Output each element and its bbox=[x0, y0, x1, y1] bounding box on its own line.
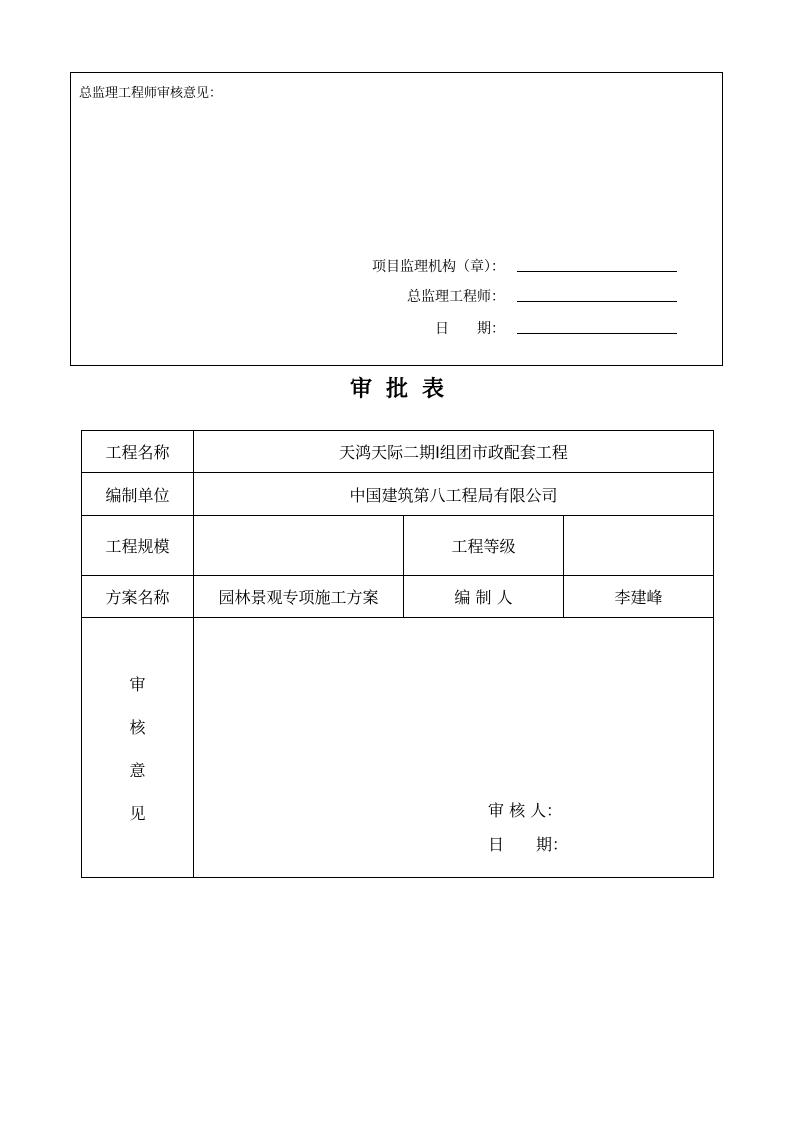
chief-engineer-line bbox=[517, 301, 677, 302]
reviewer-label: 审 核 人： bbox=[488, 801, 563, 820]
supervision-org-line bbox=[517, 271, 677, 272]
project-name-label: 工程名称 bbox=[82, 431, 194, 473]
review-opinion-label-cell bbox=[82, 618, 194, 878]
review-opinion-char: 意 bbox=[129, 760, 146, 780]
table-row bbox=[82, 516, 714, 576]
project-name-value: 天鸿天际二期Ⅰ组团市政配套工程 bbox=[194, 431, 714, 473]
review-opinion-content bbox=[194, 618, 714, 878]
project-grade-value bbox=[564, 516, 714, 576]
date-line bbox=[517, 333, 677, 334]
compiler-label: 编 制 人 bbox=[404, 576, 564, 618]
table-row bbox=[82, 618, 714, 878]
project-grade-label: 工程等级 bbox=[404, 516, 564, 576]
review-opinion-vertical-label bbox=[82, 672, 193, 824]
review-opinion-char: 见 bbox=[129, 803, 146, 823]
signature-row-chief-engineer bbox=[277, 286, 677, 306]
plan-name-value: 园林景观专项施工方案 bbox=[194, 576, 404, 618]
compiler-value: 李建峰 bbox=[564, 576, 714, 618]
chief-engineer-label: 总监理工程师： bbox=[407, 289, 505, 305]
project-scale-label: 工程规模 bbox=[82, 516, 194, 576]
reviewer-signature-block bbox=[488, 798, 568, 866]
supervision-org-label: 项目监理机构（章）： bbox=[372, 259, 505, 275]
review-opinion-char: 审 bbox=[129, 674, 146, 694]
project-scale-value bbox=[194, 516, 404, 576]
signature-row-date bbox=[277, 318, 677, 338]
prepared-by-unit-value: 中国建筑第八工程局有限公司 bbox=[194, 473, 714, 516]
table-row bbox=[82, 431, 714, 473]
signature-row-supervision-org bbox=[277, 256, 677, 276]
table-row bbox=[82, 473, 714, 516]
review-date-label: 日 期： bbox=[488, 835, 569, 854]
supervisor-opinion-box bbox=[70, 72, 723, 366]
approval-table bbox=[81, 430, 714, 878]
plan-name-label: 方案名称 bbox=[82, 576, 194, 618]
date-label: 日 期： bbox=[435, 321, 505, 337]
page-title: 审批表 bbox=[349, 376, 458, 402]
supervisor-opinion-label: 总监理工程师审核意见： bbox=[79, 86, 223, 101]
table-row bbox=[82, 576, 714, 618]
prepared-by-unit-label: 编制单位 bbox=[82, 473, 194, 516]
review-opinion-char: 核 bbox=[129, 717, 146, 737]
